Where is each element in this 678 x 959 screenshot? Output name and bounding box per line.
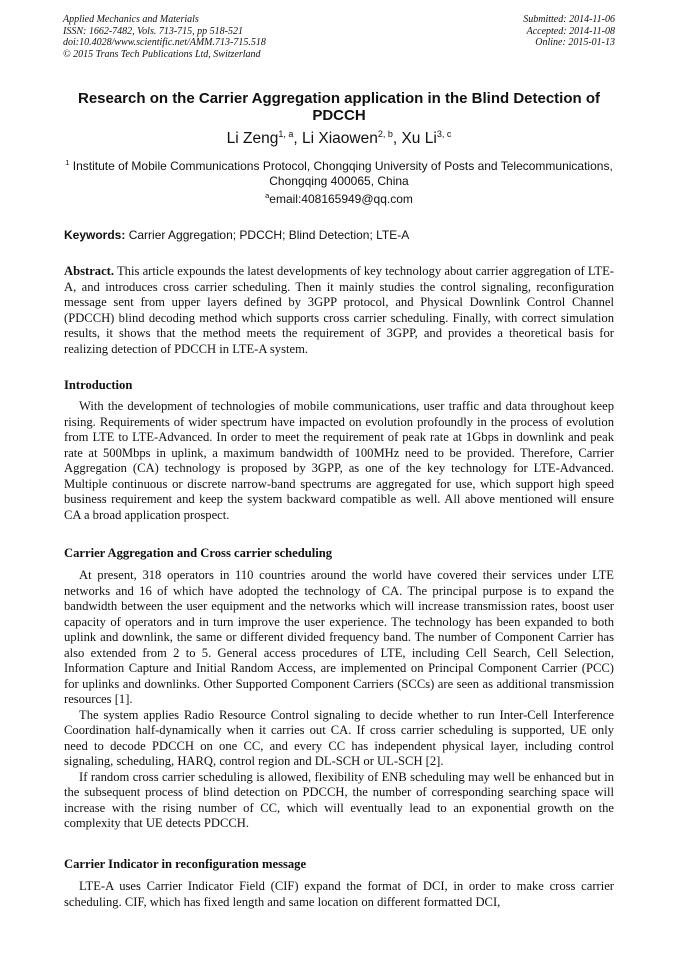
author-name: Xu Li <box>401 130 437 148</box>
email-line <box>0 191 678 206</box>
paragraph: At present, 318 operators in 110 countries around the world have covered their services under LTE networks and 16 of which have adopted the technology of CA. The principal purpose is to expand the bandwidth between the user equipment and the networks which will increase transmission rates, boost user capacity of operators and in turn improve the user experience. The technology has been expanded to both uplink and downlink, the same or different divided frequency band. The number of Component Carrier has also extended from 2 to 5. General access procedures of LTE, including Cell Search, Cell Selection, Information Capture and Initial Random Access, are implemented on Principal Component Carrier (PCC) for uplinks and downlinks. Other Supported Component Carriers (SCCs) are seen as additional transmission resources [1]. <box>64 568 614 706</box>
section-introduction <box>64 399 614 523</box>
email-address[interactable]: email:408165949@qq.com <box>269 192 413 206</box>
section-carrier-indicator <box>64 879 614 910</box>
paragraph: If random cross carrier scheduling is allowed, flexibility of ENB scheduling may well be enhanced but in the subsequent process of blind detection on PDCCH, the number of corresponding searching space will increase with the rising number of CC, which will eventually lead to an exponential growth on the complexity that UE detects PDCCH. <box>64 769 614 830</box>
publication-dates <box>523 14 615 49</box>
keywords <box>64 228 614 242</box>
journal-issn: ISSN: 1662-7482, Vols. 713-715, pp 518-521 <box>63 25 243 37</box>
journal-name: Applied Mechanics and Materials <box>63 14 199 25</box>
keywords-label: Keywords: <box>64 228 126 242</box>
accepted-date: Accepted: 2014-11-08 <box>526 25 615 37</box>
author-affiliation-marker: 1, a <box>278 129 294 139</box>
abstract-label: Abstract. <box>64 264 115 278</box>
section-heading-introduction: Introduction <box>64 378 133 392</box>
paragraph: With the development of technologies of mobile communications, user traffic and data throughout keep rising. Requirements of wider spectrum have impacted on evolution profoundly in the process of evolution from LTE to LTE-Advanced. In order to meet the requirement of peak rate at 1Gbps in downlink and peak rate at 500Mbps in uplink, a maximum bandwidth of 100MHz need to be provided. Therefore, Carrier Aggregation (CA) technology is proposed by 3GPP, as one of the key technology for LTE-Advanced. Multiple continuous or discrete narrow-band spectrums are aggregated for use, which support high speed business requirement and keep the system backward compatible as well. All above mentioned will ensure CA a broad application prospect. <box>64 399 614 522</box>
abstract-text: This article expounds the latest developments of key technology about carrier aggregation of LTE-A, and introduces cross carrier scheduling. Then it mainly studies the control signaling, reconfiguration message sent from upper layers defined by 3GPP protocol, and Physical Downlink Control Channel (PDCCH) blind decoding method which supports cross carrier scheduling. Finally, with correct simulation results, it shows that the method meets the requirement of 3GPP, and provides a theoretical basis for realizing detection of PDCCH in LTE-A system. <box>64 264 614 356</box>
journal-doi[interactable]: doi:10.4028/www.scientific.net/AMM.713-715.518 <box>63 37 266 48</box>
section-heading-carrier-indicator: Carrier Indicator in reconfiguration message <box>64 857 307 871</box>
author-affiliation-marker: 3, c <box>436 129 452 139</box>
journal-copyright: © 2015 Trans Tech Publications Ltd, Switzerland <box>63 48 261 60</box>
affiliation <box>60 155 618 189</box>
section-carrier-aggregation <box>64 568 614 832</box>
online-date: Online: 2015-01-13 <box>535 37 615 48</box>
keywords-text: Carrier Aggregation; PDCCH; Blind Detection; LTE-A <box>128 228 410 242</box>
abstract <box>64 264 614 357</box>
submitted-date: Submitted: 2014-11-06 <box>523 14 615 25</box>
journal-info <box>63 14 266 60</box>
paragraph: The system applies Radio Resource Control signaling to decide whether to run Inter-Cell Interference Coordination half-dynamically when it carries out CA. If cross carrier scheduling is supported, UE only need to decode PDCCH on one CC, and every CC has independent physical layer, including control signaling, scheduling, HARQ, control region and DL-SCH or UL-SCH [2]. <box>64 707 614 768</box>
paper-title: Research on the Carrier Aggregation application in the Blind Detection of PDCCH <box>77 90 600 124</box>
author-list: Li Zeng$^{1, a}$, Li Xiaowen$^{2, b}$, Xu Li$^{3, c}$ <box>226 129 452 148</box>
email-marker: a <box>265 191 270 200</box>
author-name: Li Zeng <box>226 130 279 148</box>
author-affiliation-marker: 2, b <box>377 129 393 139</box>
paragraph: LTE-A uses Carrier Indicator Field (CIF) expand the format of DCI, in order to make cross carrier scheduling. CIF, which has fixed length and same location on different formatted DCI, <box>64 879 614 909</box>
affiliation-text: Institute of Mobile Communications Protocol, Chongqing University of Posts and Telecommunications, Chongqing 400065, China <box>72 159 613 188</box>
author-name: Li Xiaowen <box>302 130 378 148</box>
affiliation-marker: 1 <box>65 158 70 167</box>
section-heading-carrier-aggregation: Carrier Aggregation and Cross carrier scheduling <box>64 546 333 560</box>
